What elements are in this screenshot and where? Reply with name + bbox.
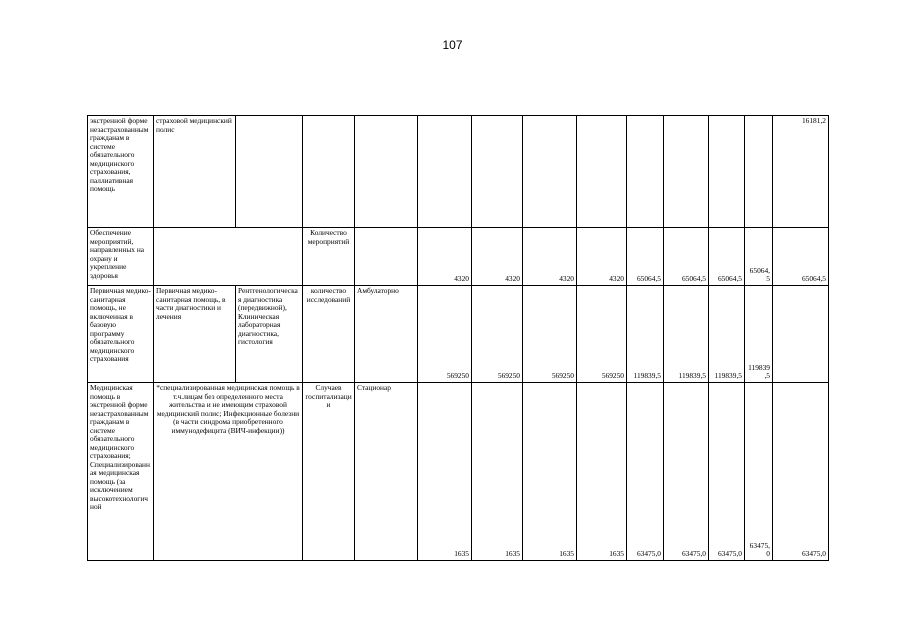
cost-cell: 16181,2 (773, 116, 829, 228)
unit-cell: Случаев госпитализации (303, 383, 355, 561)
unit-cell: количество исследований (303, 286, 355, 383)
unit-cell: Количество мероприятий (303, 228, 355, 286)
service-subtype-cell (236, 228, 303, 286)
cost-cell: 119839,5 (709, 286, 745, 383)
service-name-cell: экстренной форме незастрахованным гражданам в системе обязательного медицинского страхования, паллиативная помощь (88, 116, 154, 228)
cost-cell (773, 286, 829, 383)
volume-cell: 1635 (577, 383, 627, 561)
volume-cell: 1635 (418, 383, 472, 561)
cost-cell: 65064,5 (773, 228, 829, 286)
cost-cell: 65064,5 (745, 228, 773, 286)
cost-cell: 63475,0 (627, 383, 664, 561)
volume-cell: 4320 (472, 228, 523, 286)
service-name-cell: Медицинская помощь в экстренной форме незастрахованным гражданам в системе обязательного медицинского страхования; Специализированная медицинская помощь (за исключением высокотехнологичной (88, 383, 154, 561)
volume-cell: 1635 (472, 383, 523, 561)
volume-cell (472, 116, 523, 228)
cost-cell (627, 116, 664, 228)
cost-cell: 119839,5 (745, 286, 773, 383)
page-number: 107 (442, 38, 463, 52)
cost-cell: 63475,0 (745, 383, 773, 561)
cost-cell: 65064,5 (664, 228, 709, 286)
services-table (87, 115, 829, 561)
cost-cell (709, 116, 745, 228)
cost-cell: 63475,0 (773, 383, 829, 561)
cost-cell: 119839,5 (627, 286, 664, 383)
condition-cell: Стационар (355, 383, 418, 561)
service-type-cell: Первичная медико-санитарная помощь, в части диагностики и лечения (154, 286, 236, 383)
unit-cell (303, 116, 355, 228)
cost-cell: 63475,0 (664, 383, 709, 561)
volume-cell: 4320 (418, 228, 472, 286)
condition-cell (355, 116, 418, 228)
volume-cell: 569250 (418, 286, 472, 383)
service-subtype-cell: Рентгенологическая диагностика (передвижной), Клиническая лабораторная диагностика, гистология (236, 286, 303, 383)
volume-cell (523, 116, 577, 228)
cost-cell: 65064,5 (709, 228, 745, 286)
condition-cell (355, 228, 418, 286)
service-type-cell (154, 228, 236, 286)
service-subtype-cell (236, 116, 303, 228)
volume-cell (418, 116, 472, 228)
cost-cell (664, 116, 709, 228)
cost-cell (745, 116, 773, 228)
condition-cell: Амбулаторно (355, 286, 418, 383)
table-row (88, 116, 829, 228)
volume-cell: 569250 (472, 286, 523, 383)
service-type-cell: страховой медицинский полис (154, 116, 236, 228)
volume-cell (577, 116, 627, 228)
cost-cell: 65064,5 (627, 228, 664, 286)
table-row (88, 286, 829, 383)
volume-cell: 569250 (523, 286, 577, 383)
volume-cell: 1635 (523, 383, 577, 561)
cost-cell: 119839,5 (664, 286, 709, 383)
cost-cell: 63475,0 (709, 383, 745, 561)
volume-cell: 4320 (523, 228, 577, 286)
service-name-cell: Первичная медико-санитарная помощь, не включенная в базовую программу обязательного медицинского страхования (88, 286, 154, 383)
service-type-cell: *специализированная медицинская помощь в т.ч.лицам без определенного места жительства и не имеющим страховой медицинский полис; Инфекционные болезни (в части синдрома приобретенного иммунодефицита (ВИЧ-инфекции)) (154, 383, 303, 561)
service-name-cell: Обеспечение мероприятий, направленных на охрану и укрепление здоровья (88, 228, 154, 286)
table-row (88, 228, 829, 286)
volume-cell: 569250 (577, 286, 627, 383)
volume-cell: 4320 (577, 228, 627, 286)
table-row (88, 383, 829, 561)
